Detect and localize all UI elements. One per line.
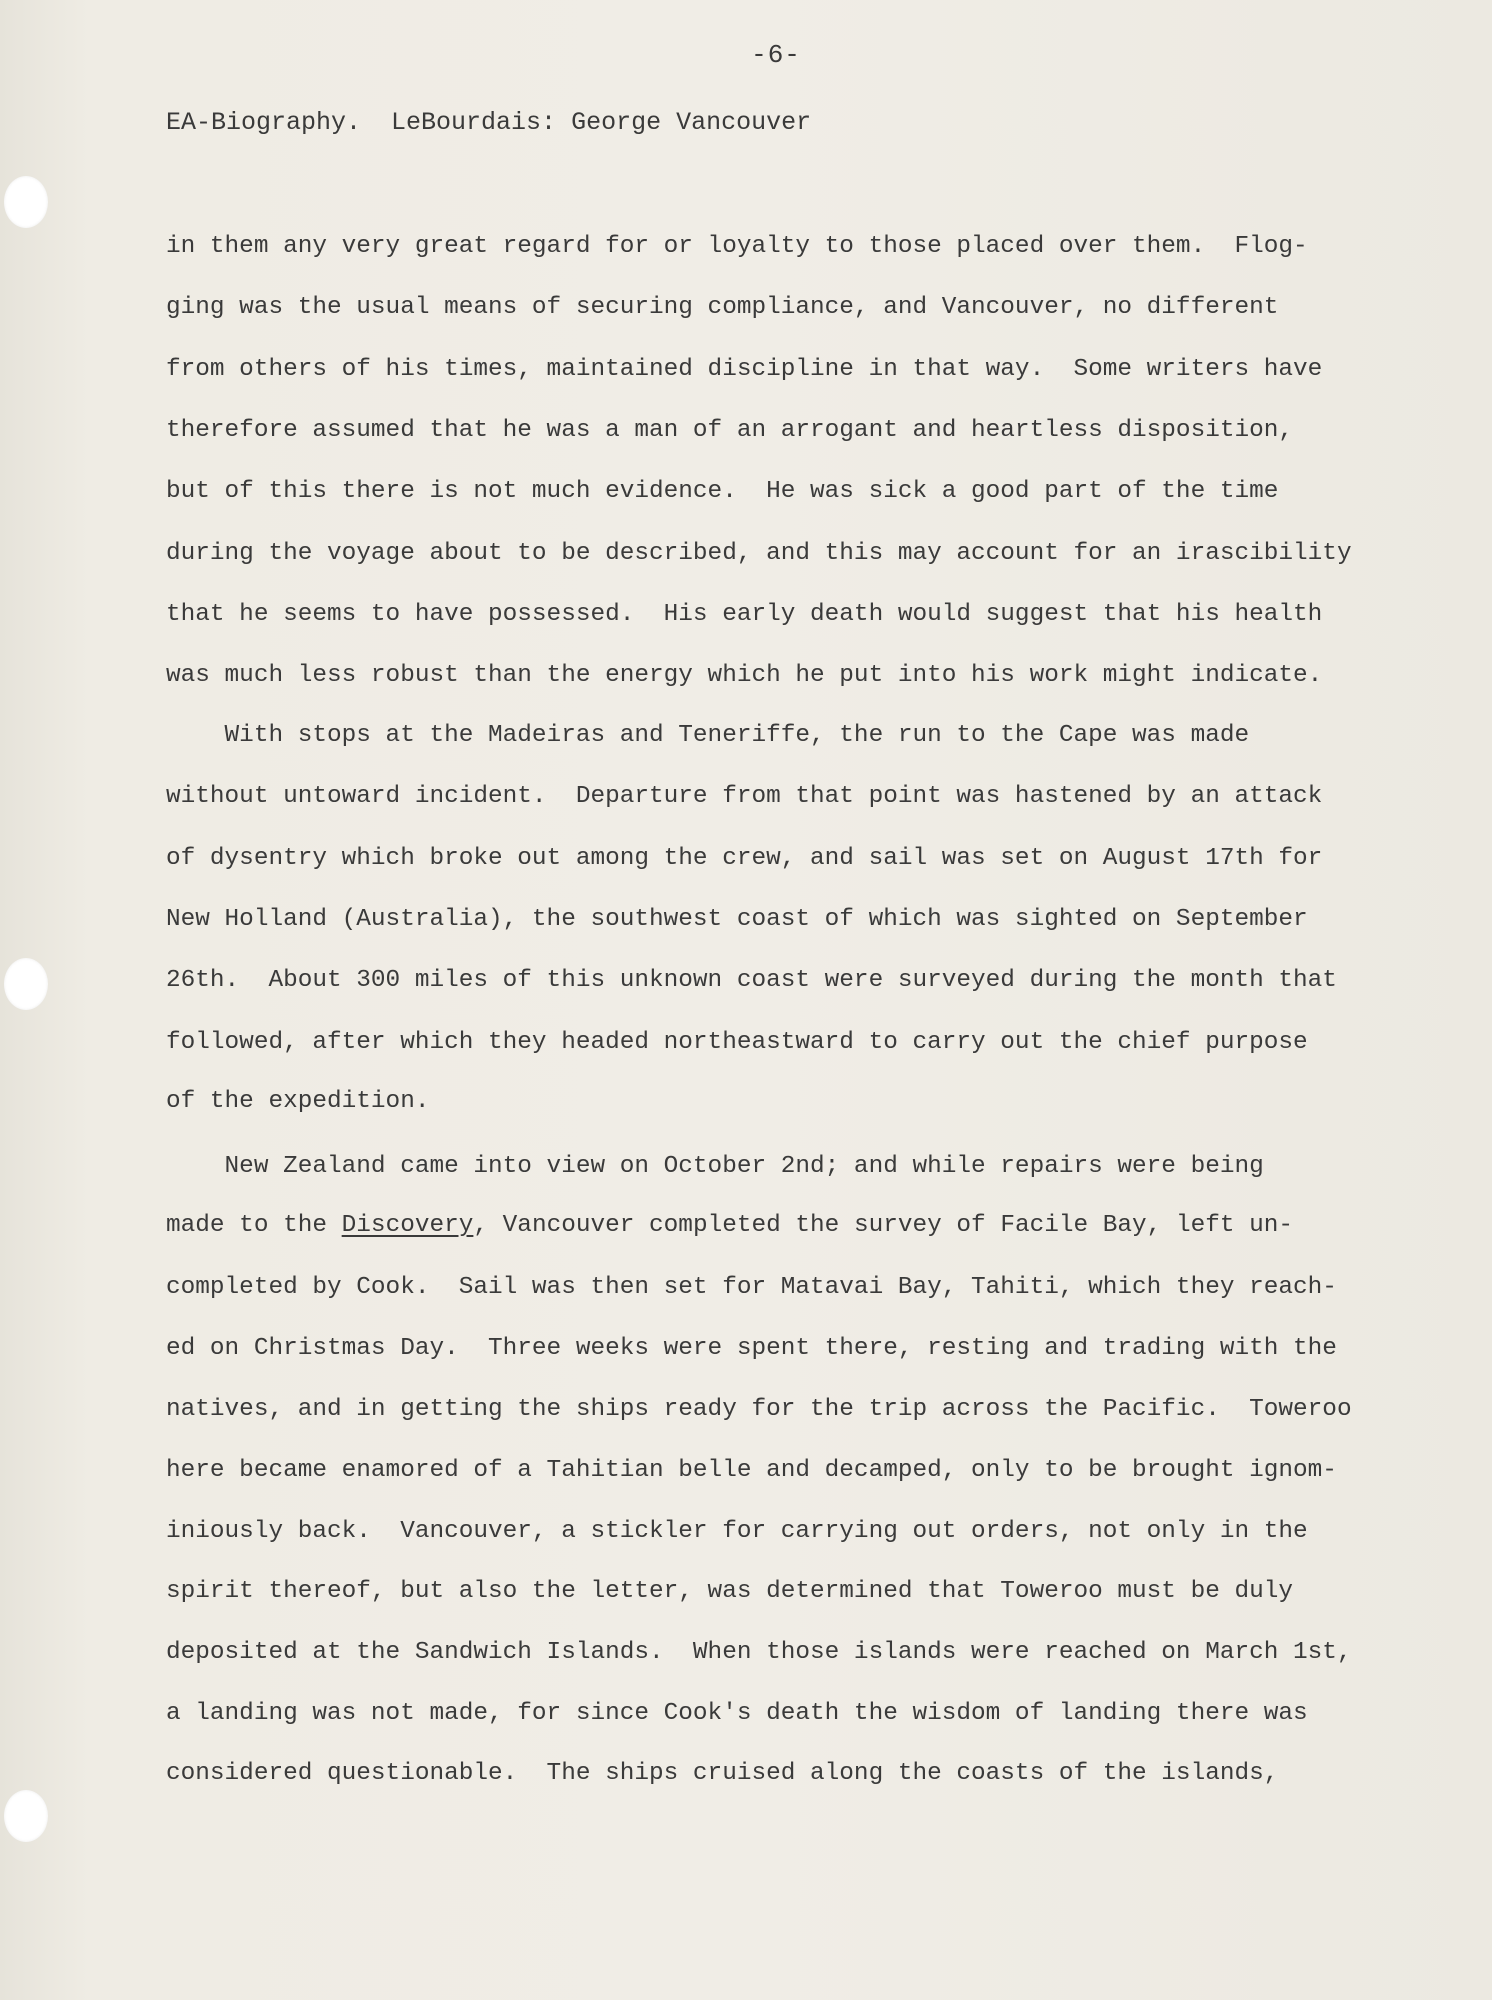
text-line: here became enamored of a Tahitian belle and decamped, only to be brought ignom- (166, 1457, 1337, 1484)
text-line: iniously back. Vancouver, a stickler for carrying out orders, not only in the (166, 1518, 1308, 1545)
text-line: in them any very great regard for or loyalty to those placed over them. Flog- (166, 233, 1308, 260)
text-line: during the voyage about to be described, and this may account for an irascibility (166, 540, 1352, 567)
text-line: New Zealand came into view on October 2nd; and while repairs were being (166, 1153, 1264, 1180)
text-line: natives, and in getting the ships ready for the trip across the Pacific. Toweroo (166, 1396, 1352, 1423)
text-line: deposited at the Sandwich Islands. When those islands were reached on March 1st, (166, 1639, 1352, 1666)
text-line: a landing was not made, for since Cook's death the wisdom of landing there was (166, 1700, 1308, 1727)
text-line: was much less robust than the energy which he put into his work might indicate. (166, 662, 1323, 689)
text-line: completed by Cook. Sail was then set for Matavai Bay, Tahiti, which they reach- (166, 1274, 1337, 1301)
text-line: ed on Christmas Day. Three weeks were spent there, resting and trading with the (166, 1335, 1337, 1362)
text-line: ging was the usual means of securing compliance, and Vancouver, no different (166, 294, 1279, 321)
punch-hole (4, 958, 48, 1010)
text-line: followed, after which they headed northeastward to carry out the chief purpose (166, 1029, 1308, 1056)
punch-hole (4, 176, 48, 228)
text-line: 26th. About 300 miles of this unknown coast were surveyed during the month that (166, 967, 1337, 994)
text-line: spirit thereof, but also the letter, was determined that Toweroo must be duly (166, 1578, 1294, 1605)
punch-hole (4, 1790, 48, 1842)
text-line (166, 1214, 1293, 1238)
text-line: from others of his times, maintained discipline in that way. Some writers have (166, 356, 1323, 383)
text-line: that he seems to have possessed. His early death would suggest that his health (166, 601, 1323, 628)
ship-name: Discovery (341, 1212, 474, 1239)
page-number: -6- (751, 40, 801, 70)
text-line: without untoward incident. Departure from that point was hastened by an attack (166, 783, 1323, 810)
text-line: New Holland (Australia), the southwest coast of which was sighted on September (166, 906, 1308, 933)
text-line: of dysentry which broke out among the crew, and sail was set on August 17th for (166, 845, 1323, 872)
text-line: With stops at the Madeiras and Teneriffe, the run to the Cape was made (166, 722, 1250, 749)
text-line: considered questionable. The ships cruised along the coasts of the islands, (166, 1760, 1279, 1787)
text-segment: made to the (166, 1212, 342, 1239)
text-line: but of this there is not much evidence. He was sick a good part of the time (166, 478, 1279, 505)
text-line: of the expedition. (166, 1088, 430, 1115)
text-line: therefore assumed that he was a man of an arrogant and heartless disposition, (166, 417, 1294, 444)
document-header: EA-Biography. LeBourdais: George Vancouver (166, 108, 812, 137)
text-segment: , Vancouver completed the survey of Facile Bay, left un- (473, 1212, 1294, 1239)
